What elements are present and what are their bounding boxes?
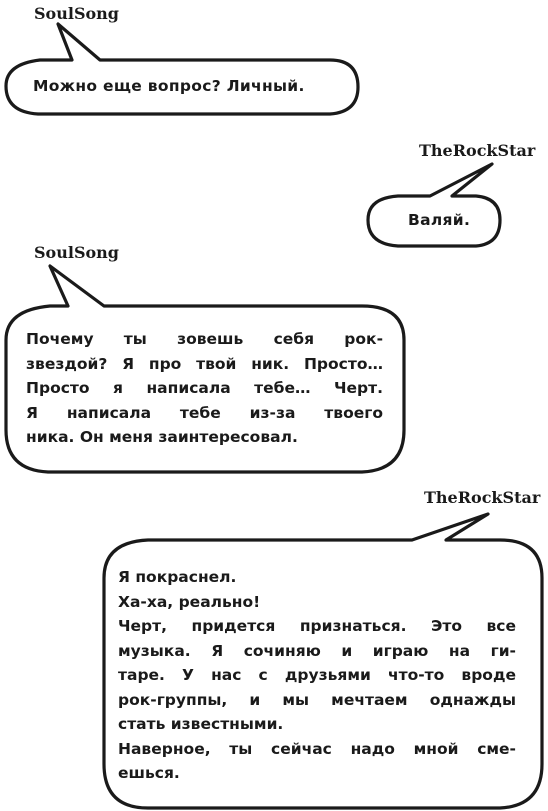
author-name: TheRockStar <box>419 141 536 160</box>
bubble-soulsong-1 <box>6 24 358 114</box>
message-line: Я написала тебе из-за твоего <box>26 403 383 422</box>
message-text: Можно еще вопрос? Личный. <box>33 77 305 95</box>
message-text-block <box>26 327 383 450</box>
message-text: Валяй. <box>408 211 471 229</box>
message-line: таре. У нас с друзьями что-то вроде <box>118 666 516 684</box>
message-line: звездой? Я про твой ник. Просто… <box>26 354 383 373</box>
message-line: ника. Он меня заинтересовал. <box>26 428 298 446</box>
bubble-therockstar-1 <box>368 164 500 246</box>
author-name: TheRockStar <box>424 488 541 507</box>
message-line: Ха-ха, реально! <box>118 592 261 611</box>
message-line: стать известными. <box>118 715 284 733</box>
message-line: ешься. <box>118 764 180 782</box>
message-line: рок-группы, и мы мечтаем однажды <box>118 690 516 709</box>
message-line: музыка. Я сочиняю и играю на ги- <box>118 641 516 660</box>
message-line: Просто я написала тебе… Черт. <box>26 379 383 397</box>
message-line: Наверное, ты сейчас надо мной сме- <box>118 739 516 758</box>
author-name: SoulSong <box>34 4 119 23</box>
message-line: Черт, придется признаться. Это все <box>118 617 516 635</box>
message-line: Почему ты зовешь себя рок- <box>26 330 383 348</box>
author-name: SoulSong <box>34 243 119 262</box>
message-line: Я покраснел. <box>118 568 237 586</box>
message-text-block <box>118 565 516 786</box>
